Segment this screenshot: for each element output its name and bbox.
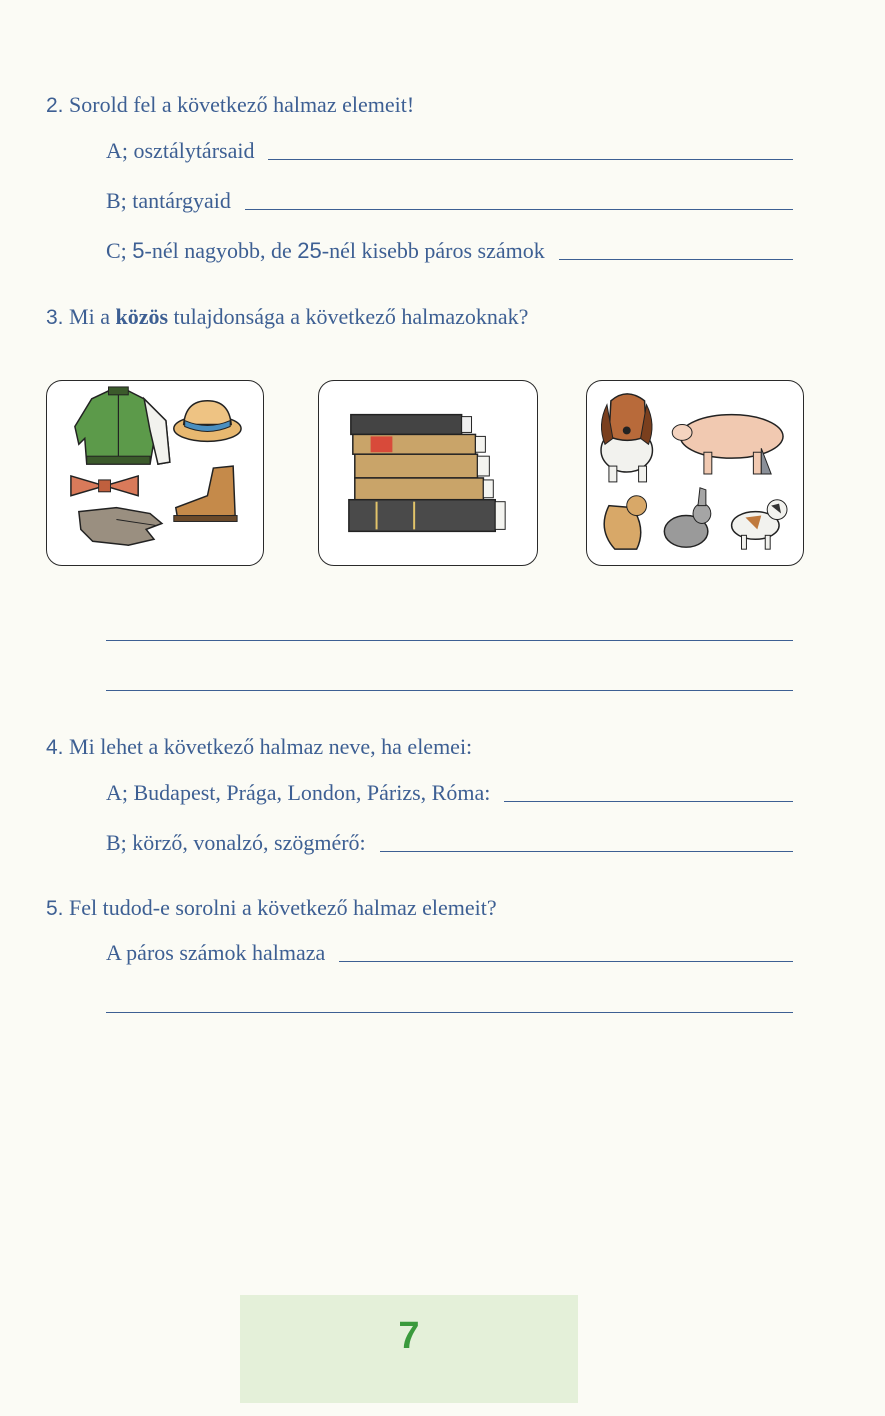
footer-band — [240, 1295, 578, 1403]
clothing-set-image — [46, 380, 264, 566]
books-set-image — [318, 380, 538, 566]
q5-answer-line-2[interactable] — [106, 1012, 793, 1013]
clothing-illustration — [47, 381, 263, 565]
q2-item-a: A; osztálytársaid — [106, 138, 793, 164]
answer-line[interactable] — [339, 961, 793, 962]
q2-item-c: C; 5-nél nagyobb, de 25-nél kisebb páros számok — [106, 238, 793, 264]
answer-line[interactable] — [504, 801, 793, 802]
answer-line[interactable] — [268, 159, 793, 160]
question-2-title: 2. Sorold fel a következő halmaz elemeit! — [46, 92, 415, 117]
q2-item-b: B; tantárgyaid — [106, 188, 793, 214]
q5-item-a: A páros számok halmaza — [106, 940, 793, 966]
books-illustration — [319, 381, 537, 565]
q3-answer-line-1[interactable] — [106, 640, 793, 641]
animals-set-image — [586, 380, 804, 566]
q4-item-a: A; Budapest, Prága, London, Párizs, Róma: — [106, 780, 793, 806]
q3-answer-line-2[interactable] — [106, 690, 793, 691]
answer-line[interactable] — [559, 259, 793, 260]
q4-item-b: B; körző, vonalzó, szögmérő: — [106, 830, 793, 856]
question-3-title: 3. Mi a közös tulajdonsága a következő halmazoknak? — [46, 304, 529, 329]
page-number: 7 — [398, 1315, 420, 1357]
answer-line[interactable] — [380, 851, 793, 852]
question-4-title: 4. Mi lehet a következő halmaz neve, ha elemei: — [46, 734, 473, 759]
question-5-title: 5. Fel tudod-e sorolni a következő halmaz elemeit? — [46, 895, 497, 920]
answer-line[interactable] — [245, 209, 793, 210]
animals-illustration — [587, 381, 803, 565]
